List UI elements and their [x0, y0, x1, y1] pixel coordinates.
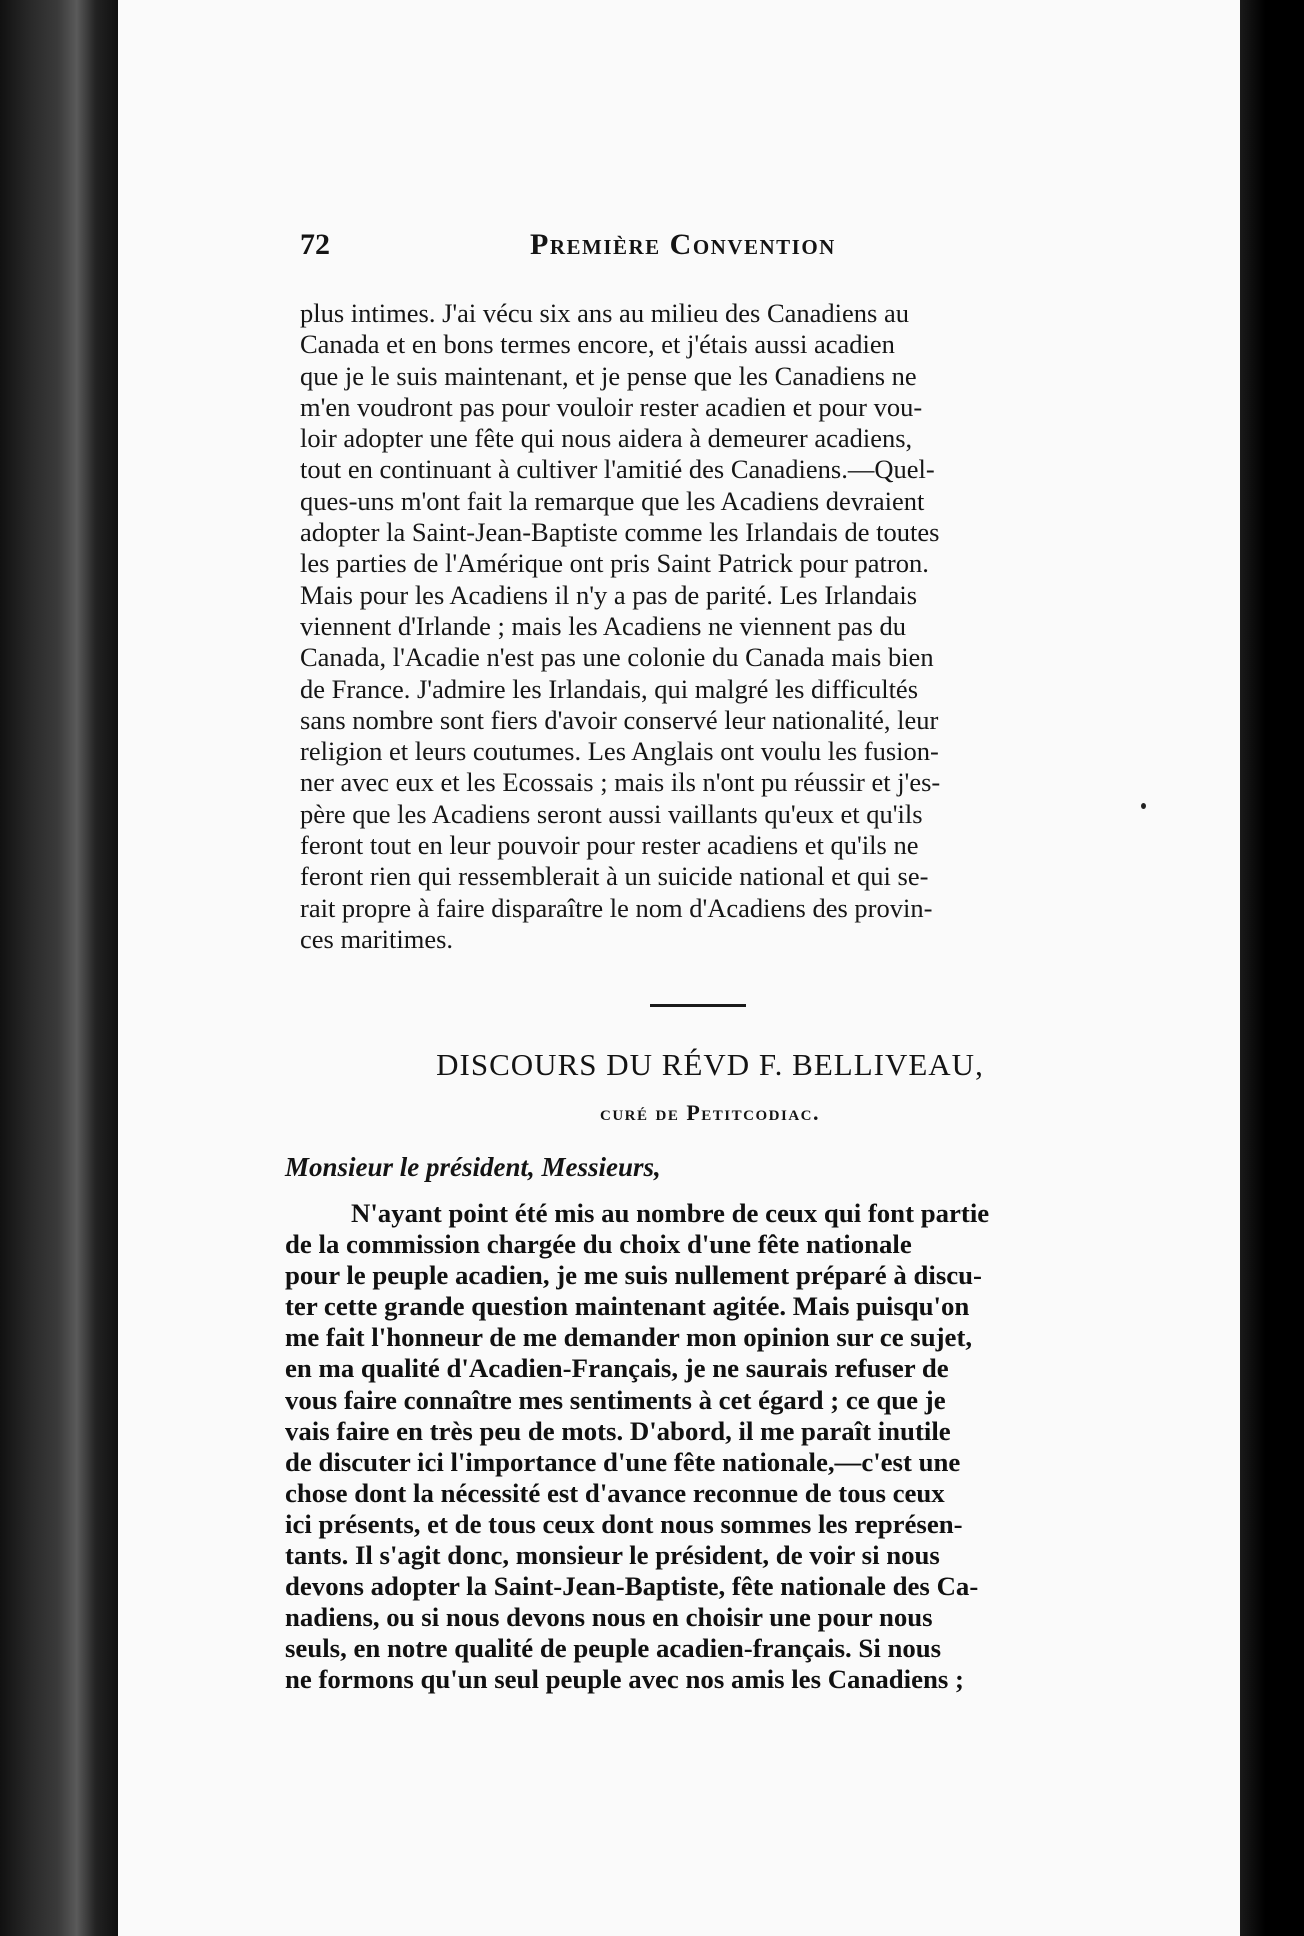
text-line: sans nombre sont fiers d'avoir conservé leur nationalité, leur — [300, 704, 939, 735]
salutation: Monsieur le président, Messieurs, — [285, 1152, 661, 1182]
section-divider — [650, 1004, 746, 1007]
text-line: m'en voudront pas pour vouloir rester acadien et pour vou- — [300, 391, 923, 422]
text-line: en ma qualité d'Acadien-Français, je ne saurais refuser de — [285, 1353, 949, 1384]
text-line: tout en continuant à cultiver l'amitié des Canadiens.—Quel- — [300, 454, 935, 485]
text-line: ces maritimes. — [300, 923, 454, 954]
text-line: Canada et en bons termes encore, et j'étais aussi acadien — [300, 329, 895, 360]
text-line: plus intimes. J'ai vécu six ans au milieu des Canadiens au — [300, 298, 910, 328]
text-line: pour le peuple acadien, je me suis nullement préparé à discu- — [285, 1260, 982, 1291]
text-line: Canada, l'Acadie n'est pas une colonie du Canada mais bien — [300, 642, 934, 673]
text-line: ner avec eux et les Ecossais ; mais ils n'ont pu réussir et j'es- — [300, 767, 941, 798]
discourse-title: DISCOURS DU RÉVD F. BELLIVEAU, — [436, 1047, 984, 1082]
text-line: vais faire en très peu de mots. D'abord, il me paraît inutile — [285, 1415, 951, 1446]
text-line: feront tout en leur pouvoir pour rester acadiens et qu'ils ne — [300, 830, 919, 861]
text-line: ici présents, et de tous ceux dont nous sommes les représen- — [285, 1508, 963, 1539]
text-line: ne formons qu'un seul peuple avec nos amis les Canadiens ; — [285, 1664, 964, 1695]
discourse-body-text — [285, 1198, 1097, 1696]
text-line: tants. Il s'agit donc, monsieur le président, de voir si nous — [285, 1540, 940, 1571]
text-line: viennent d'Irlande ; mais les Acadiens ne viennent pas du — [300, 610, 907, 641]
text-line: de la commission chargée du choix d'une fête nationale — [285, 1229, 912, 1260]
text-line: feront rien qui ressemblerait à un suicide national et qui se- — [300, 861, 929, 892]
book-spine-shadow — [0, 0, 128, 1936]
text-line: religion et leurs coutumes. Les Anglais ont voulu les fusion- — [300, 736, 939, 767]
text-line: chose dont la nécessité est d'avance reconnue de tous ceux — [285, 1477, 945, 1508]
text-line: nadiens, ou si nous devons nous en choisir une pour nous — [285, 1602, 933, 1633]
discourse-subtitle: curé de Petitcodiac. — [600, 1100, 820, 1125]
ink-speck — [1141, 803, 1146, 809]
text-line: Mais pour les Acadiens il n'y a pas de parité. Les Irlandais — [300, 579, 918, 610]
text-line: seuls, en notre qualité de peuple acadien-français. Si nous — [285, 1633, 942, 1664]
text-line: de discuter ici l'importance d'une fête nationale,—c'est une — [285, 1446, 961, 1477]
text-line: de France. J'admire les Irlandais, qui malgré les difficultés — [300, 673, 919, 704]
text-line: que je le suis maintenant, et je pense que les Canadiens ne — [300, 360, 917, 391]
text-line: devons adopter la Saint-Jean-Baptiste, fête nationale des Ca- — [285, 1571, 979, 1602]
text-line: ter cette grande question maintenant agitée. Mais puisqu'on — [285, 1291, 970, 1322]
text-line: N'ayant point été mis au nombre de ceux qui font partie — [351, 1198, 990, 1228]
text-line: les parties de l'Amérique ont pris Saint Patrick pour patron. — [300, 548, 929, 579]
page-number: 72 — [300, 228, 330, 261]
text-line: vous faire connaître mes sentiments à cet égard ; ce que je — [285, 1384, 946, 1415]
text-line: rait propre à faire disparaître le nom d'Acadiens des provin- — [300, 892, 933, 923]
text-line: adopter la Saint-Jean-Baptiste comme les Irlandais de toutes — [300, 517, 940, 548]
text-line: ques-uns m'ont fait la remarque que les Acadiens devraient — [300, 485, 925, 516]
text-line: père que les Acadiens seront aussi vaillants qu'eux et qu'ils — [300, 798, 923, 829]
speech-continuation-text — [300, 298, 1120, 955]
text-line: me fait l'honneur de me demander mon opinion sur ce sujet, — [285, 1322, 973, 1353]
running-title: Première Convention — [530, 228, 836, 261]
page-edge-shadow — [1240, 0, 1304, 1936]
text-line: loir adopter une fête qui nous aidera à demeurer acadiens, — [300, 423, 913, 454]
